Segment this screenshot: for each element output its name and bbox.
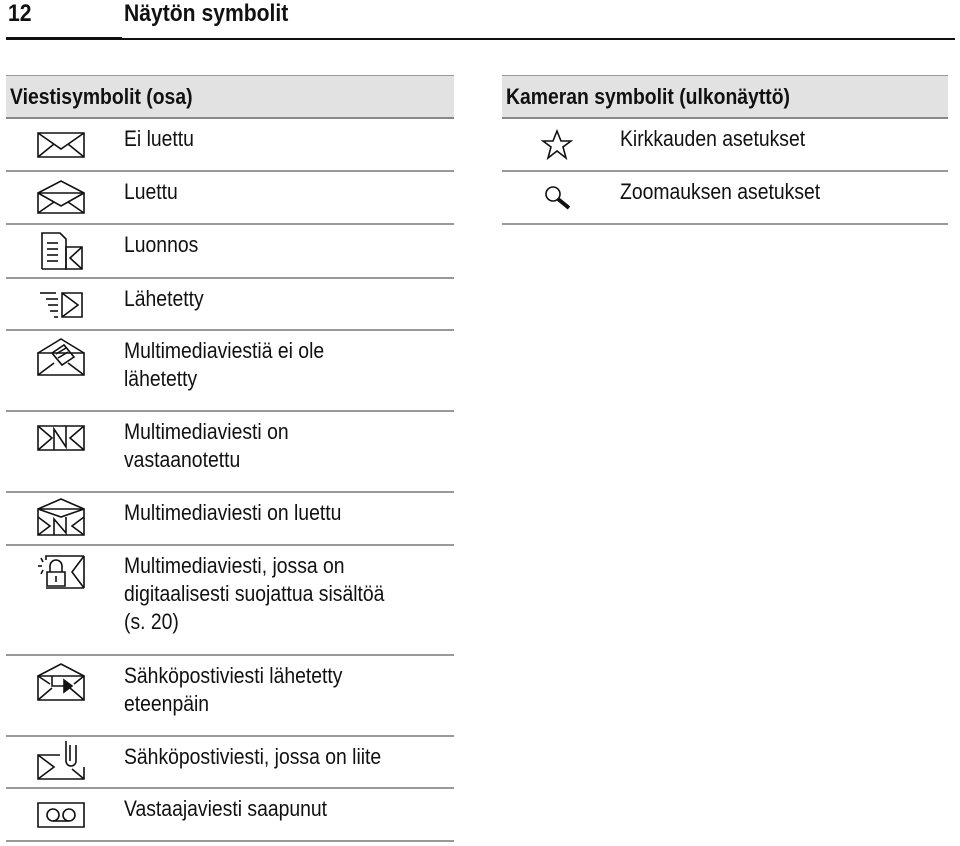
sent-icon	[36, 285, 86, 325]
page-header	[0, 0, 960, 44]
list-item: Kirkkauden asetukset	[620, 126, 806, 151]
list-item: Vastaajaviesti saapunut	[124, 796, 328, 821]
table-row	[6, 546, 454, 656]
mms-received-icon	[36, 418, 86, 458]
header-rule-line	[122, 38, 955, 40]
email-attachment-icon	[36, 739, 86, 779]
header-rule	[6, 37, 122, 40]
table-row	[6, 225, 454, 279]
table-heading-text: Kameran symbolit (ulkonäyttö)	[506, 84, 790, 109]
mms-not-sent-icon	[36, 337, 86, 377]
table-row	[6, 493, 454, 546]
envelope-open-icon	[36, 177, 86, 217]
page-number: 12	[8, 0, 32, 27]
table-row	[6, 656, 454, 737]
mms-drm-icon	[36, 552, 86, 592]
mms-read-icon	[36, 497, 86, 537]
table-row	[6, 737, 454, 789]
list-item: Multimediaviesti on luettu	[124, 500, 342, 525]
envelope-closed-icon	[36, 125, 86, 165]
list-item: Lähetetty	[124, 286, 204, 311]
draft-icon	[36, 231, 86, 271]
star-icon	[532, 125, 582, 165]
list-item: Zoomauksen asetukset	[620, 179, 821, 204]
table-row	[6, 279, 454, 331]
magnifier-icon	[532, 178, 582, 218]
voicemail-icon	[36, 795, 86, 835]
table-row	[6, 119, 454, 172]
list-item: Multimediaviesti, jossa on digitaalisesti suojattua sisältöä (s. 20)	[124, 553, 385, 634]
list-item: Luonnos	[124, 232, 199, 257]
page-title: Näytön symbolit	[124, 0, 289, 27]
camera-symbols-heading	[502, 75, 948, 119]
list-item: Multimediaviesti on vastaanotettu	[124, 419, 289, 472]
table-row	[502, 119, 948, 172]
message-symbols-heading	[6, 75, 454, 119]
list-item: Luettu	[124, 179, 178, 204]
table-heading-text: Viestisymbolit (osa)	[10, 84, 193, 109]
list-item: Sähköpostiviesti lähetetty eteenpäin	[124, 663, 343, 716]
list-item: Multimediaviestiä ei ole lähetetty	[124, 338, 325, 391]
table-row	[6, 172, 454, 225]
message-symbols-table	[6, 75, 454, 842]
table-row	[6, 789, 454, 842]
list-item: Ei luettu	[124, 126, 194, 151]
email-forwarded-icon	[36, 662, 86, 702]
table-row	[6, 412, 454, 493]
table-row	[6, 331, 454, 412]
list-item: Sähköpostiviesti, jossa on liite	[124, 744, 382, 769]
camera-symbols-table	[502, 75, 948, 225]
table-row	[502, 172, 948, 225]
